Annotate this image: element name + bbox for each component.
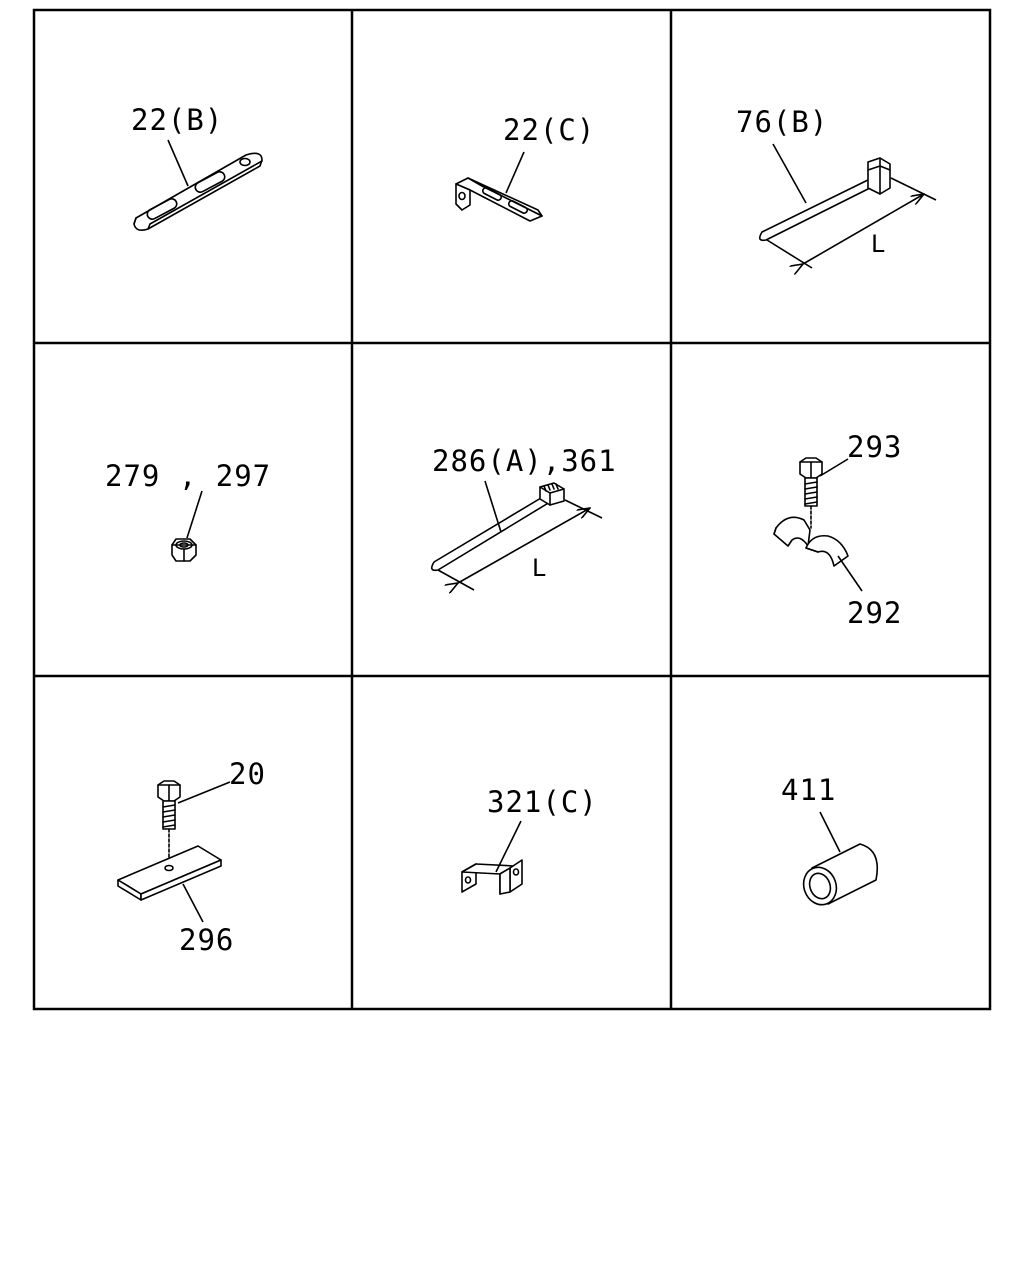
cell-286a-361 [432,444,617,590]
cell-411 [781,773,877,909]
cell-321c [462,785,598,894]
cell-292-293 [774,430,902,630]
dimension-label: L [871,230,885,258]
cell-20-296 [118,757,266,957]
callout-279-297: 279 , 297 [105,459,272,493]
cable-tie-icon [760,158,890,240]
callout-296: 296 [179,923,235,957]
bracket-icon [462,860,522,894]
callout-321c: 321(C) [487,785,598,819]
nut-icon [172,539,196,561]
callout-411: 411 [781,773,837,807]
callout-20: 20 [229,757,266,791]
callout-286a-361: 286(A),361 [432,444,617,478]
cell-76b [736,105,936,268]
cell-279-297 [105,459,271,561]
callout-22c: 22(C) [503,113,596,147]
angle-bracket-icon [456,178,542,221]
cell-22b [131,103,262,230]
callout-292: 292 [847,596,903,630]
sleeve-icon [798,844,877,909]
cell-22c [456,113,595,221]
dimension-label: L [532,554,546,582]
bolt-icon [158,781,180,862]
callout-22b: 22(B) [131,103,224,137]
callout-76b: 76(B) [736,105,829,139]
callout-293: 293 [847,430,903,464]
bolt-icon [800,458,822,528]
slotted-stay-icon [134,153,262,230]
